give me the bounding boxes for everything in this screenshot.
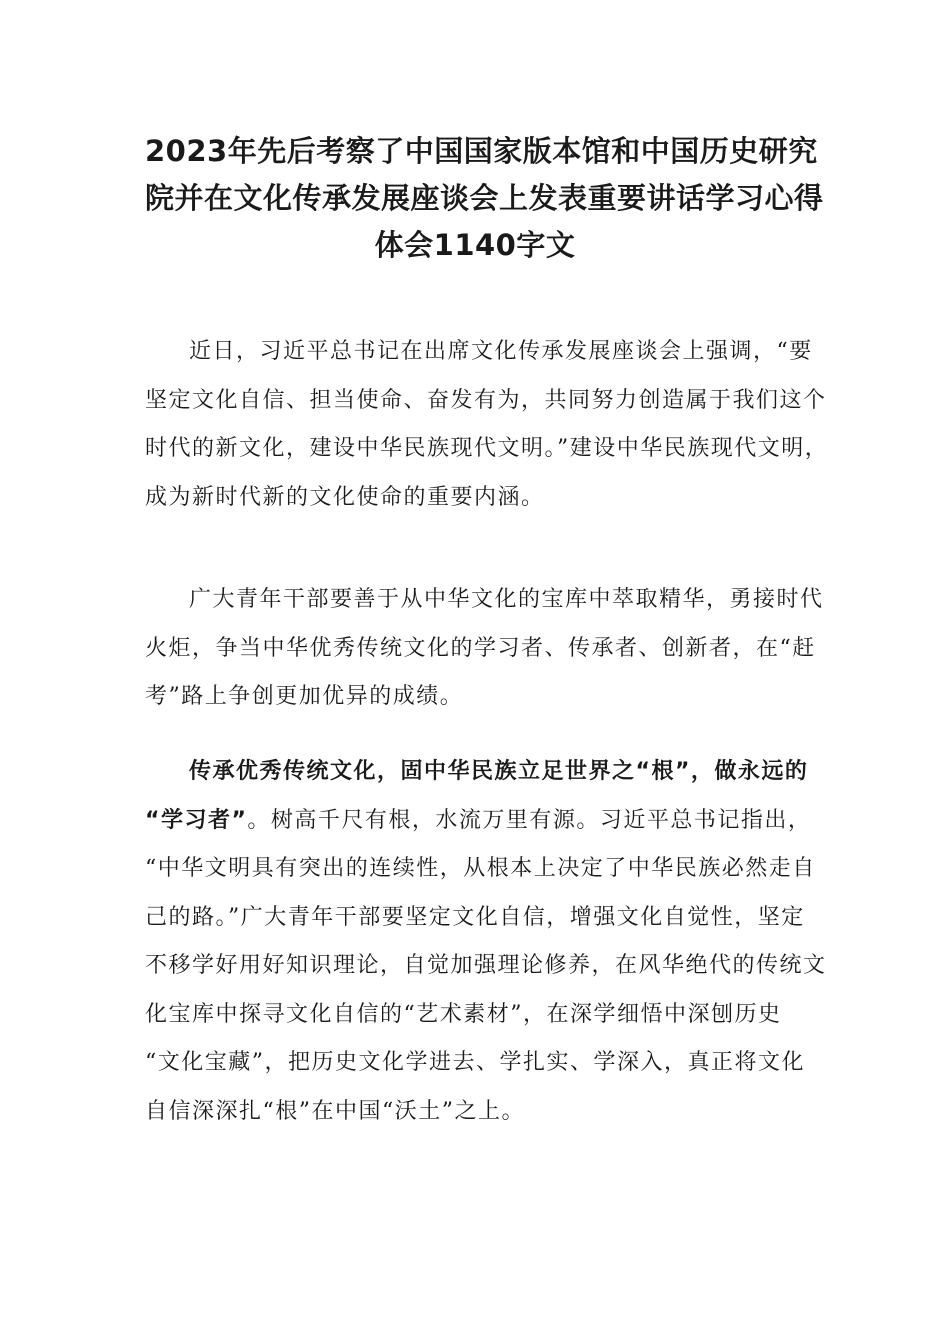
title-line-3: 体会1140字文 bbox=[374, 228, 576, 262]
paragraph-1-line-4: 成为新时代新的文化使命的重要内涵。 bbox=[145, 484, 545, 510]
paragraph-3-heading-line-1: 传承优秀传统文化，固中华民族立足世界之“根”，做永远的 bbox=[189, 759, 809, 784]
title-line-1: 2023年先后考察了中国国家版本馆和中国历史研究 bbox=[145, 134, 818, 168]
paragraph-1-line-2: 坚定文化自信、担当使命、奋发有为，共同努力创造属于我们这个 bbox=[145, 387, 827, 413]
paragraph-3-line-2 bbox=[145, 797, 812, 846]
title-line-2: 院并在文化传承发展座谈会上发表重要讲话学习心得 bbox=[145, 181, 824, 215]
paragraph-2-line-2: 火炬，争当中华优秀传统文化的学习者、传承者、创新者，在“赶 bbox=[145, 635, 816, 661]
paragraph-1-line-1: 近日，习近平总书记在出席文化传承发展座谈会上强调，“要 bbox=[189, 339, 813, 364]
paragraph-3-line-2-rest: 。树高千尺有根，水流万里有源。习近平总书记指出， bbox=[247, 807, 812, 833]
paragraph-3-line-3: “中华文明具有突出的连续性，从根本上决定了中华民族必然走自 bbox=[145, 856, 816, 881]
paragraph-3-line-8: 自信深深扎“根”在中国“沃土”之上。 bbox=[145, 1098, 525, 1124]
paragraph-3 bbox=[145, 748, 827, 1136]
paragraph-3-line-5: 不移学好用好知识理论，自觉加强理论修养，在风华绝代的传统文 bbox=[145, 953, 827, 978]
paragraph-3-line-7: “文化宝藏”，把历史文化学进去、学扎实、学深入，真正将文化 bbox=[145, 1050, 805, 1075]
paragraph-1 bbox=[145, 328, 829, 522]
document-title bbox=[145, 128, 824, 269]
paragraph-3-line-6: 化宝库中探寻文化自信的“艺术素材”，在深学细悟中深刨历史 bbox=[145, 1001, 782, 1027]
paragraph-2-line-3: 考”路上争创更加优异的成绩。 bbox=[145, 684, 464, 709]
paragraph-2-line-1: 广大青年干部要善于从中华文化的宝库中萃取精华，勇接时代 bbox=[189, 587, 824, 612]
paragraph-1-line-3: 时代的新文化，建设中华民族现代文明。”建设中华民族现代文明， bbox=[145, 436, 829, 461]
paragraph-3-heading-line-2: “学习者” bbox=[145, 807, 248, 833]
paragraph-2 bbox=[145, 576, 824, 722]
paragraph-3-line-4: 己的路。”广大青年干部要坚定文化自信，增强文化自觉性，坚定 bbox=[145, 904, 805, 930]
